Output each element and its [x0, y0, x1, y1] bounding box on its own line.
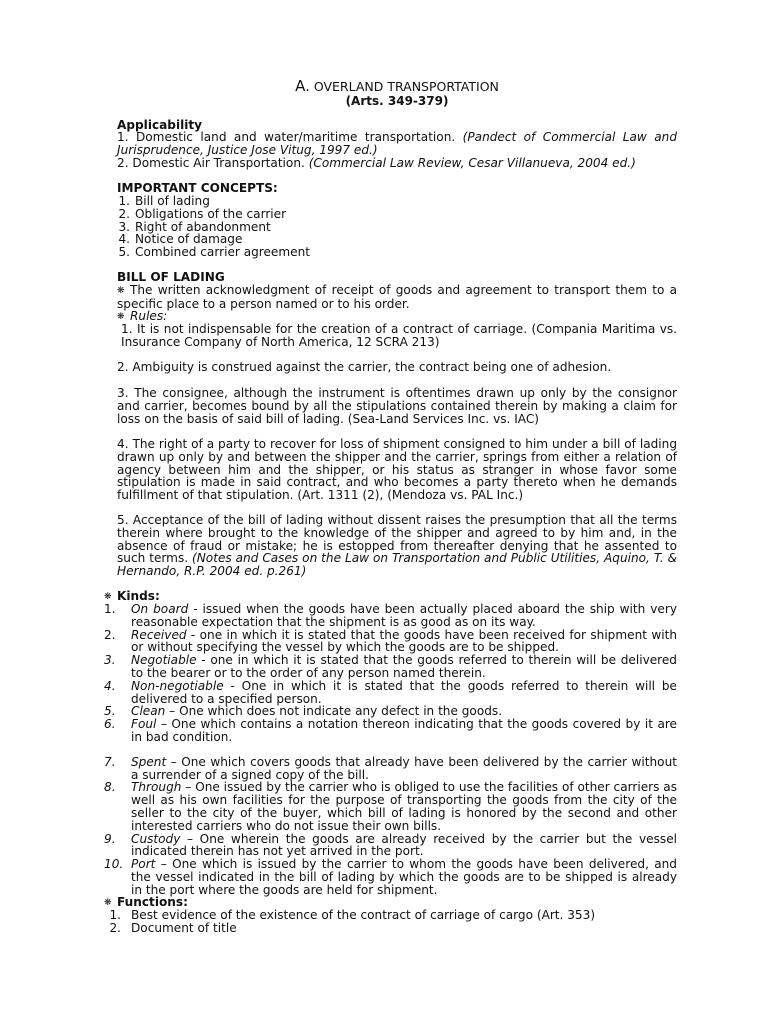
bill-definition-text: The written acknowledgment of receipt of goods and agreement to transport them to a specific place to a person named or to his order. — [117, 283, 677, 311]
page-title — [117, 77, 677, 95]
list-item-desc: – One which contains a notation thereon indicating that the goods covered by it are in bad condition. — [131, 717, 677, 744]
list-item-term: Received — [131, 627, 187, 642]
list-item-desc: – One which is issued by the carrier to whom the goods have been delivered, and the vessel indicated in the bill of lading by which the goods are to be shipped is already in the port where the goods are held for shipment. — [131, 857, 677, 897]
list-item-text: Bill of lading — [135, 194, 210, 208]
list-item-term: Negotiable — [131, 653, 197, 668]
rule-1: 1. It is not indispensable for the creation of a contract of carriage. (Compania Maritima vs. Insurance Company of North America, 12 SCRA 213) — [121, 322, 677, 349]
rules-label-text: Rules: — [130, 309, 168, 323]
list-item-term: Through — [131, 780, 182, 795]
list-item-term: Port — [131, 857, 156, 872]
title-text: OVERLAND TRANSPORTATION — [313, 79, 499, 94]
concepts-list — [117, 195, 677, 259]
list-item-number: 6. — [104, 717, 116, 732]
bill-of-lading-heading: BILL OF LADING — [117, 270, 225, 284]
list-item — [104, 754, 677, 782]
list-item: 4. Notice of damage — [118, 232, 243, 247]
list-item-desc: - one in which it is stated that the goods referred to therein will be delivered to the bearer or to the order of any person named therein. — [131, 653, 677, 680]
list-item-desc: - One in which it is stated that the goods referred to therein will be delivered to a specified person. — [131, 678, 677, 706]
functions-list — [109, 908, 677, 935]
asterisk-bullet-icon: ❋ — [117, 312, 125, 322]
list-item — [104, 653, 677, 680]
list-item-desc: – One wherein the goods are already received by the carrier but the vessel indicated therein has not yet arrived in the port. — [131, 831, 677, 859]
applicability-item-text: 1. Domestic land and water/maritime transportation. — [117, 130, 463, 144]
list-item-term: Custody — [131, 831, 181, 846]
list-item-text: Notice of damage — [135, 232, 243, 247]
list-item-text: Right of abandonment — [135, 219, 271, 234]
list-item-text: Combined carrier agreement — [135, 245, 310, 260]
list-item: 2. Obligations of the carrier — [118, 206, 287, 221]
list-item-desc: – One issued by the carrier who is obliged to use the facilities of other carriers as well as his own facilities for the purpose of transporting the goods from the city of the seller to the city of the buyer, which bill of lading is honored by the second and other interested carriers who do not issue their own bills. — [131, 780, 677, 833]
list-item — [104, 678, 677, 706]
list-item-desc: – One which covers goods that already have been delivered by the carrier without a surrender of a signed copy of the bill. — [131, 754, 677, 782]
rule-5-cite: (Notes and Cases on the Law on Transportation and Public Utilities, Aquino, T. & Hernando, R.P. 2004 ed. p.261) — [117, 551, 677, 579]
list-item-number: 3. — [104, 653, 116, 668]
applicability-item-text: 2. Domestic Air Transportation. — [117, 156, 309, 170]
asterisk-bullet-icon: ❋ — [117, 286, 125, 296]
list-item-number: 10. — [104, 857, 124, 872]
applicability-item-1 — [117, 131, 677, 157]
list-item-desc: – One which does not indicate any defect in the goods. — [165, 704, 503, 719]
list-item-term: Spent — [131, 754, 167, 769]
list-item — [104, 627, 677, 655]
kinds-label-text: Kinds: — [117, 589, 160, 603]
list-item-term: Non-negotiable — [131, 678, 224, 693]
list-item-text: Obligations of the carrier — [135, 206, 287, 221]
applicability-heading: Applicability — [117, 118, 203, 132]
asterisk-bullet-icon: ❋ — [104, 592, 112, 602]
bill-definition — [117, 284, 677, 311]
applicability-item-cite: (Commercial Law Review, Cesar Villanueva, 2004 ed.) — [308, 156, 636, 170]
list-item-number: 4. — [104, 678, 116, 693]
rule-2: 2. Ambiguity is construed against the carrier, the contract being one of adhesion. — [117, 360, 612, 374]
rule-5 — [117, 514, 677, 578]
rule-4: 4. The right of a party to recover for loss of shipment consigned to him under a bill of lading drawn up only by and between the shipper and the carrier, springs from either a relation of agency between him and the shipper, or his status as stranger in whose favor some stipulation is made in said contract, and who becomes a party thereto when he demands fulfillment of that stipulation. (Art. 1311 (2), (Mendoza vs. PAL Inc.) — [117, 437, 677, 503]
applicability-item-2 — [117, 157, 677, 170]
list-item-text: Best evidence of the existence of the contract of carriage of cargo (Art. 353) — [131, 908, 596, 922]
list-item-number: 8. — [104, 780, 116, 795]
list-item-number: 2. — [104, 627, 116, 642]
applicability-item-cite: (Pandect of Commercial Law and Jurisprudence, Justice Jose Vitug, 1997 ed.) — [117, 130, 677, 157]
list-item-desc: - issued when the goods have been actually placed aboard the ship with very reasonable expectation that the shipment is as good as on its way. — [131, 602, 677, 629]
kinds-list — [104, 602, 677, 897]
list-item — [104, 717, 677, 744]
page-subtitle: (Arts. 349-379) — [345, 94, 449, 108]
functions-label-text: Functions: — [117, 895, 188, 909]
asterisk-bullet-icon: ❋ — [104, 898, 112, 908]
list-item-number: 9. — [104, 831, 116, 846]
list-item — [104, 780, 677, 833]
rule-5-text: 5. Acceptance of the bill of lading without dissent raises the presumption that all the terms therein where brought to the knowledge of the shipper and agreed to by him and, in the absence of fraud or mistake; he is estopped from thereafter denying that he assented to such terms. — [117, 513, 677, 566]
list-item-number: 1. — [104, 602, 116, 616]
list-item: 1. Best evidence of the existence of the contract of carriage of cargo (Art. 353) — [109, 908, 596, 922]
list-item-term: Clean — [131, 704, 166, 719]
list-item: 3. Right of abandonment — [118, 219, 271, 234]
list-item-number: 5. — [104, 704, 116, 719]
list-item-term: Foul — [131, 717, 157, 732]
rule-3: 3. The consignee, although the instrument is oftentimes drawn up only by the consignor and carrier, becomes bound by all the stipulations contained therein by making a claim for loss on the basis of said bill of lading. (Sea-Land Services Inc. vs. IAC) — [117, 386, 677, 426]
list-item — [104, 857, 677, 897]
title-letter: A. — [295, 77, 310, 95]
list-item-desc: - one in which it is stated that the goods have been received for shipment with or without specifying the vessel by which the goods are to be shipped. — [131, 627, 677, 655]
list-item-text: Document of title — [131, 920, 237, 935]
list-item: 2. Document of title — [109, 920, 237, 935]
list-item — [104, 602, 677, 629]
list-item — [104, 831, 677, 859]
concepts-heading: IMPORTANT CONCEPTS: — [117, 181, 278, 195]
list-item: 1. Bill of lading — [118, 194, 210, 208]
list-item-term: On board — [131, 602, 189, 616]
list-item: 5. Combined carrier agreement — [118, 245, 310, 260]
list-item-number: 7. — [104, 754, 116, 769]
